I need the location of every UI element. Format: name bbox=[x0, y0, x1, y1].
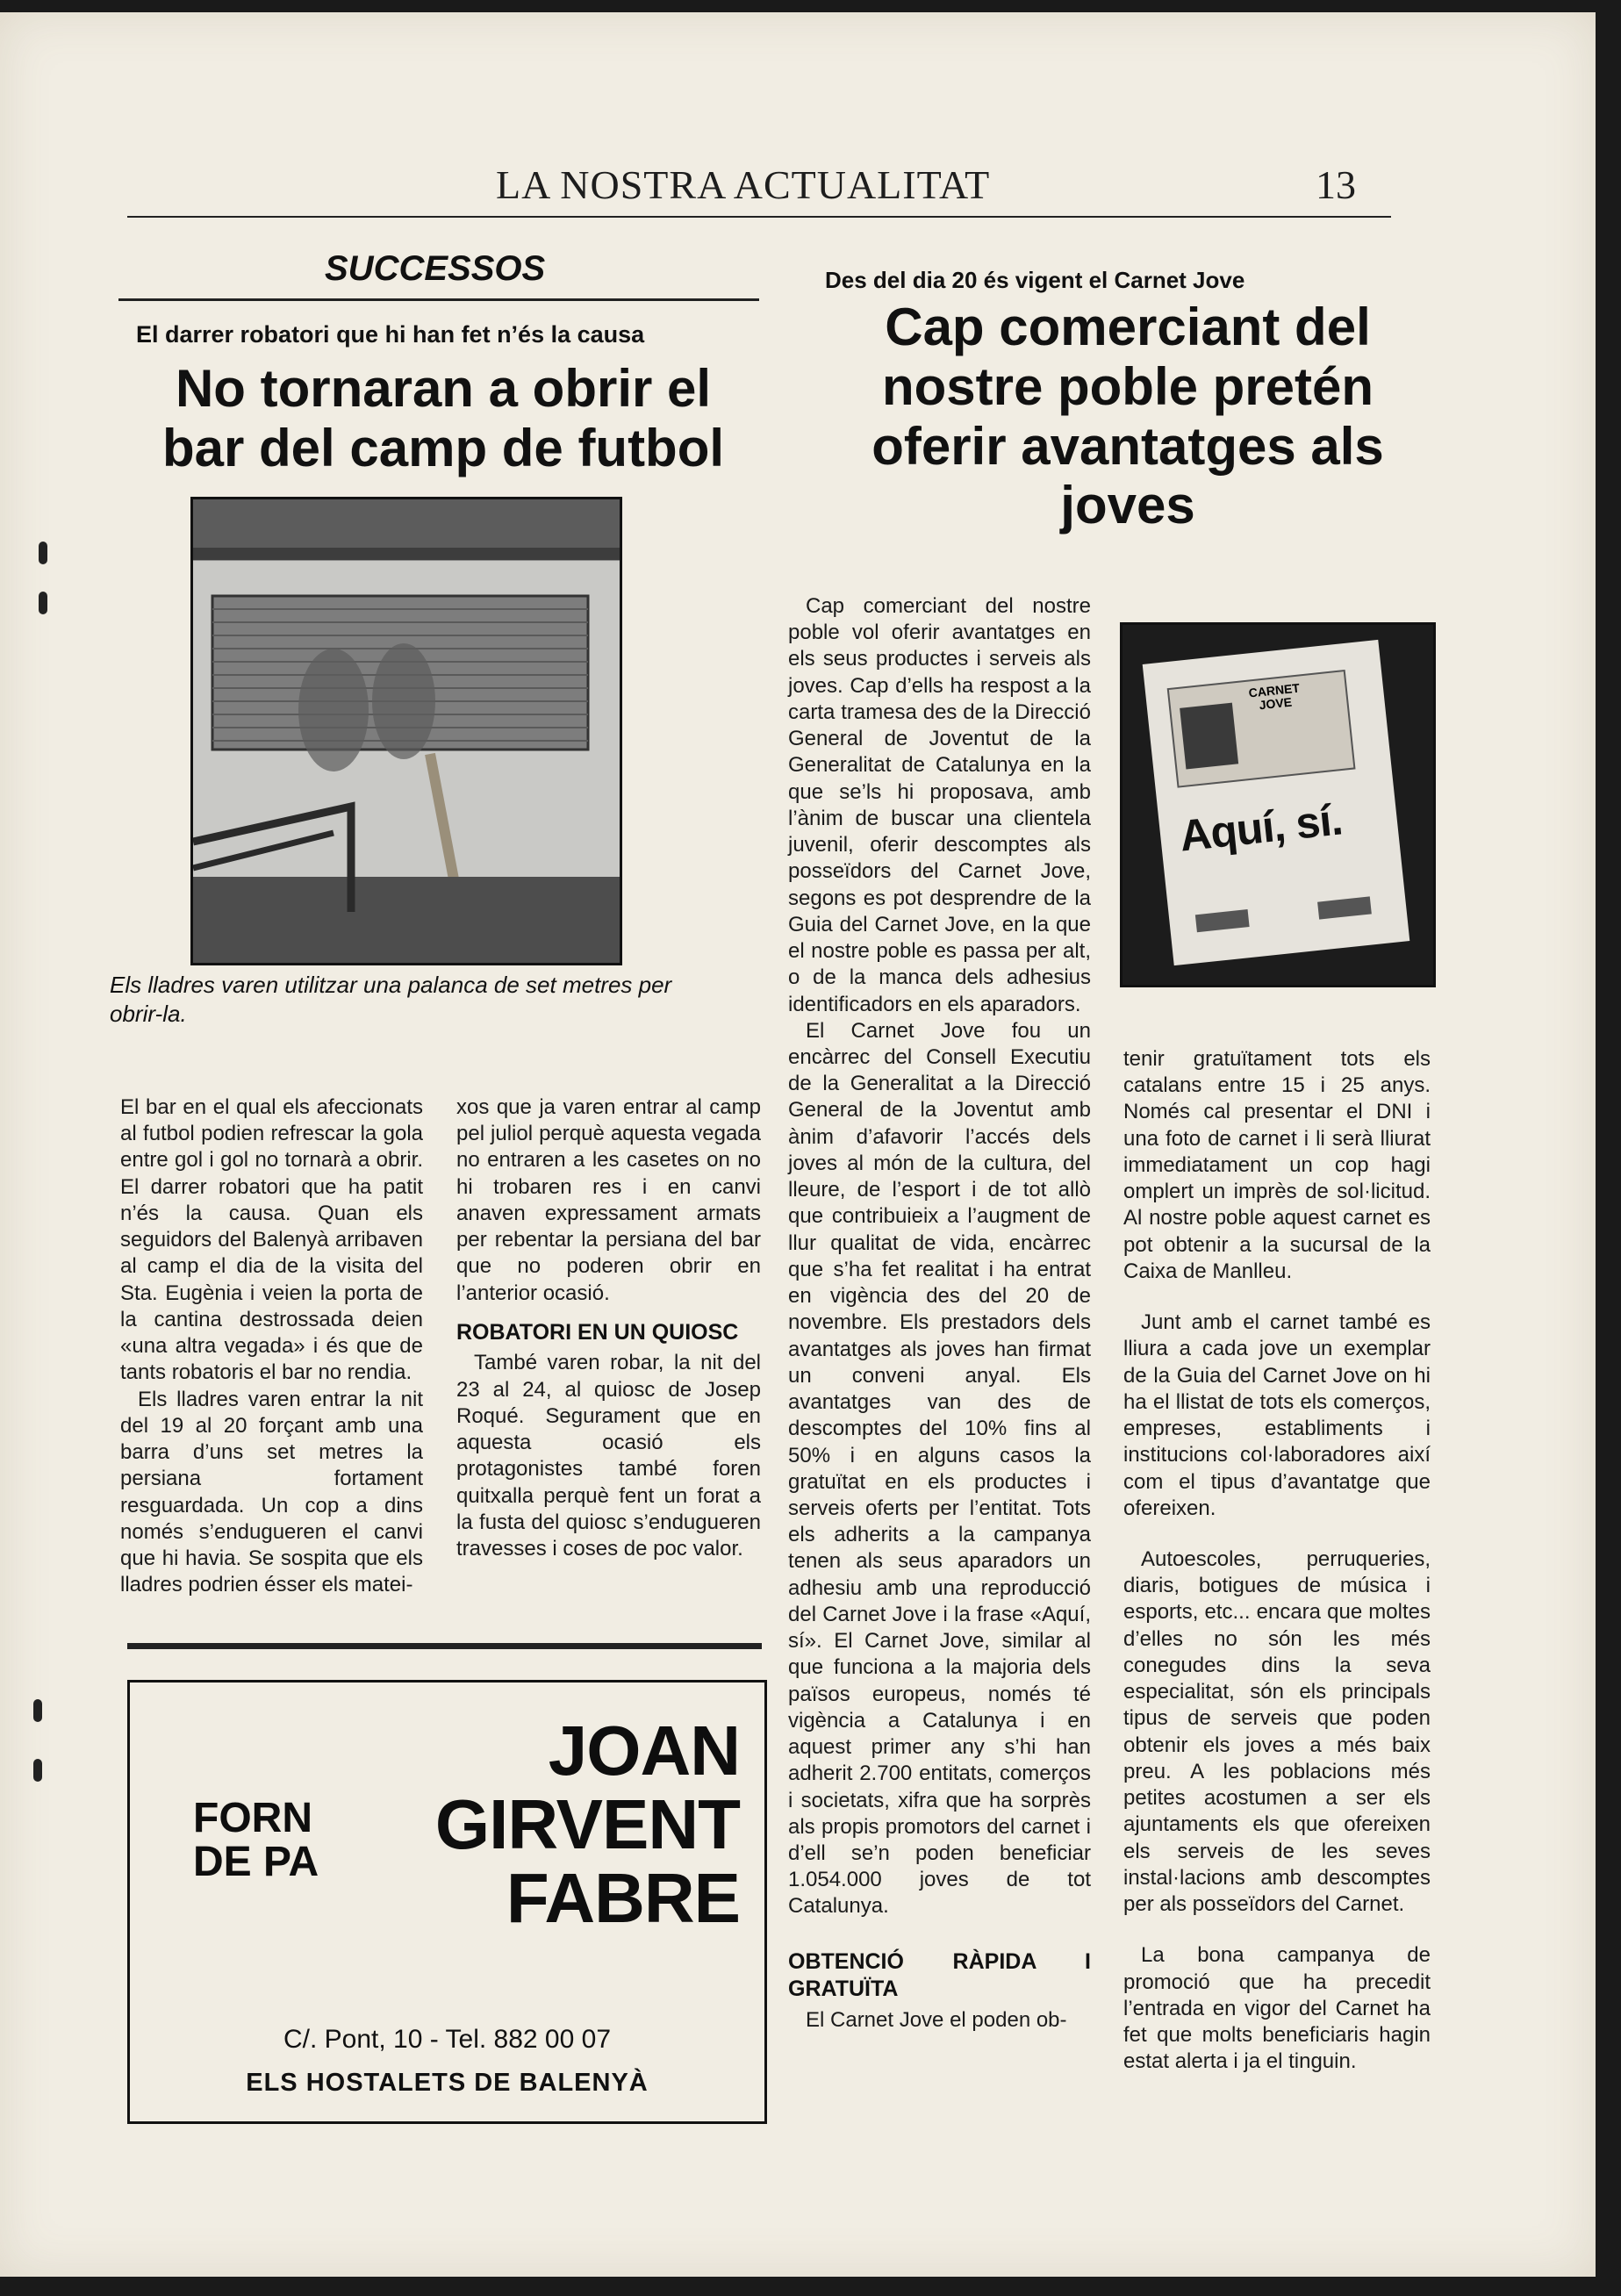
paragraph: Autoescoles, perruqueries, diaris, botigues de música i esports, etc... encara que moltes d’elles no són les més conegudes dins la seva especialitat, són els principals tipus de serveis que poden obtenir els joves a més baix preu. A les poblacions més petites acostumen a ser els ajuntaments els que ofereixen els serveis de les seves instal·lacions amb descomptes per als posseïdors del Carnet. bbox=[1123, 1546, 1431, 1917]
paragraph: La bona campanya de promoció que ha precedit l’entrada en vigor del Carnet ha fet que molts beneficiaris hagin estat alerta i ja el tinguin. bbox=[1123, 1943, 1431, 2074]
ad-bakery-name bbox=[336, 1711, 740, 1937]
bakery-advertisement bbox=[127, 1680, 767, 2124]
bar-shutter-photo bbox=[190, 497, 622, 965]
ad-label-forn bbox=[193, 1797, 319, 1885]
right-article-column-1 bbox=[788, 593, 1091, 2034]
ad-address: C/. Pont, 10 - Tel. 882 00 07 bbox=[283, 2025, 612, 2054]
right-kicker: Des del dia 20 és vigent el Carnet Jove bbox=[825, 267, 1245, 293]
generalitat-logo bbox=[1195, 909, 1250, 932]
ad-name-line: JOAN bbox=[548, 1711, 740, 1790]
newspaper-page bbox=[0, 12, 1596, 2277]
card-photo bbox=[1180, 703, 1238, 770]
section-label: SUCCESSOS bbox=[325, 249, 546, 288]
paragraph: El Carnet Jove el poden ob- bbox=[806, 2007, 1067, 2032]
subheading-kiosk: ROBATORI EN UN QUIOSC bbox=[456, 1319, 739, 1345]
paragraph: També varen robar, la nit del 23 al 24, al quiosc de Josep Roqué. Segurament que en aquesta ocasió els protagonistes també foren quitxalla perquè fent un forat a la fusta del quiosc s’endugueren travesses i coses de poc valor. bbox=[456, 1351, 761, 1561]
ad-top-rule bbox=[127, 1643, 762, 1649]
carnet-jove-card bbox=[1167, 670, 1356, 788]
card-title-line: CARNET bbox=[1247, 680, 1301, 700]
slogan-aqui-si: Aquí, sí. bbox=[1177, 794, 1345, 861]
card-title-line: JOVE bbox=[1258, 694, 1293, 713]
left-headline: No tornaran a obrir el bar del camp de futbol bbox=[161, 359, 725, 477]
card-title bbox=[1248, 682, 1302, 714]
binding-hole bbox=[33, 1699, 42, 1722]
ad-name-line: GIRVENT bbox=[434, 1785, 740, 1863]
subheading-obtencio: OBTENCIÓ RÀPIDA I GRATUÏTA bbox=[788, 1948, 1091, 2002]
right-headline: Cap comerciant del nostre poble pretén oferir avantatges als joves bbox=[871, 298, 1384, 535]
carnet-jove-leaflet bbox=[1143, 640, 1410, 965]
bar-shutter-illustration bbox=[193, 499, 620, 963]
paragraph: El bar en el qual els afeccionats al futbol podien refrescar la gola entre gol i gol no tornarà a obrir. El darrer robatori que ha patit n’és la causa. Quan els seguidors del Balenyà arribaven al camp el dia de la visita del Sta. Eugènia i veien la porta de la cantina destrossada deien «una altra vegada» i és que de tants robatoris el bar no rendia. bbox=[120, 1095, 423, 1385]
paragraph: xos que ja varen entrar al camp pel juliol perquè aquesta vegada no entraren a les casetes on no hi trobaren res i en canvi anaven expressament armats per rebentar la persiana del bar que no poderen obrir en l’anterior ocasió. bbox=[456, 1095, 761, 1305]
paragraph: tenir gratuïtament tots els catalans entre 15 i 25 anys. Només cal presentar el DNI i una foto de carnet i li serà lliurat immediatament un cop hagi omplert un imprès de sol·licitud. Al nostre poble aquest carnet es pot obtenir a la sucursal de la Caixa de Manlleu. bbox=[1123, 1047, 1431, 1283]
left-article-column-1 bbox=[120, 1094, 423, 1598]
paragraph: Cap comerciant del nostre poble vol oferir avantatges en els seus productes i serveis als joves. Cap d’ells ha respost a la carta tramesa des de la Direcció General de Joventut de la Generalitat de Catalunya en la que se’ls hi proposava, amb l’ànim de buscar una clientela juvenil, oferir descomptes als posseïdors del Carnet Jove, segons es pot desprendre de la Guia del Carnet Jove, en la que el nostre poble es passa per alt, o de la manca dels adhesius identificadors en els aparadors. bbox=[788, 594, 1091, 1016]
binding-hole bbox=[39, 592, 47, 614]
paragraph: Els lladres varen entrar la nit del 19 al 20 forçant amb una barra d’uns set metres la persiana fortament resguardada. Un cop a dins només s’endugueren el canvi que hi havia. Se sospita que els lladres podrien ésser els matei- bbox=[120, 1387, 423, 1597]
ad-name-line: FABRE bbox=[506, 1859, 740, 1937]
binding-hole bbox=[33, 1759, 42, 1782]
masthead-title: LA NOSTRA ACTUALITAT bbox=[496, 162, 991, 207]
section-rule bbox=[118, 298, 759, 301]
photo-caption: Els lladres varen utilitzar una palanca de set metres per obrir-la. bbox=[110, 972, 672, 1027]
ad-forn-line: FORN bbox=[193, 1795, 312, 1841]
left-kicker: El darrer robatori que hi han fet n’és la causa bbox=[136, 321, 645, 348]
left-article-column-2 bbox=[456, 1094, 761, 1562]
ad-forn-line: DE PA bbox=[193, 1839, 319, 1886]
carnet-jove-photo bbox=[1120, 622, 1436, 987]
right-article-column-2 bbox=[1123, 1046, 1431, 2075]
paragraph: El Carnet Jove fou un encàrrec del Consell Executiu de la Generalitat a la Direcció General de la Joventut amb ànim d’afavorir l’accés dels joves al món de la cultura, del lleure, de l’esport i de tot allò que contribuieix a l’augment de llur qualitat de vida, encàrrec que s’ha fet realitat i ha entrat en vigència des del 20 de novembre. Els prestadors dels avantatges als joves han firmat un conveni anyal. Els avantatges van des de descomptes del 10% fins al 50% i en alguns casos la gratuïtat en els productes i serveis oferts per l’entitat. Tots els adherits a la campanya tenen als seus aparadors un adhesiu amb una reproducció del Carnet Jove i la frase «Aquí, sí». El Carnet Jove, similar al que funciona a la majoria dels països europeus, només té vigència a Catalunya i en aquest primer any s’hi han adherit 2.700 entitats, comerços i societats, xifra que ha sorprès als propis promotors del carnet i d’ell se’n poden beneficiar 1.054.000 joves de tot Catalunya. bbox=[788, 1018, 1091, 1919]
page-number: 13 bbox=[1316, 162, 1356, 207]
binding-hole bbox=[39, 542, 47, 564]
ad-town: ELS HOSTALETS DE BALENYÀ bbox=[246, 2069, 649, 2097]
paragraph: Junt amb el carnet també es lliura a cada jove un exemplar de la Guia del Carnet Jove on hi ha el llistat de tots els comerços, empreses, establiments i institucions col·laboradores així com el tipus d’avantatge que ofereixen. bbox=[1123, 1310, 1431, 1520]
masthead bbox=[127, 161, 1391, 218]
joventut-logo bbox=[1317, 896, 1372, 919]
